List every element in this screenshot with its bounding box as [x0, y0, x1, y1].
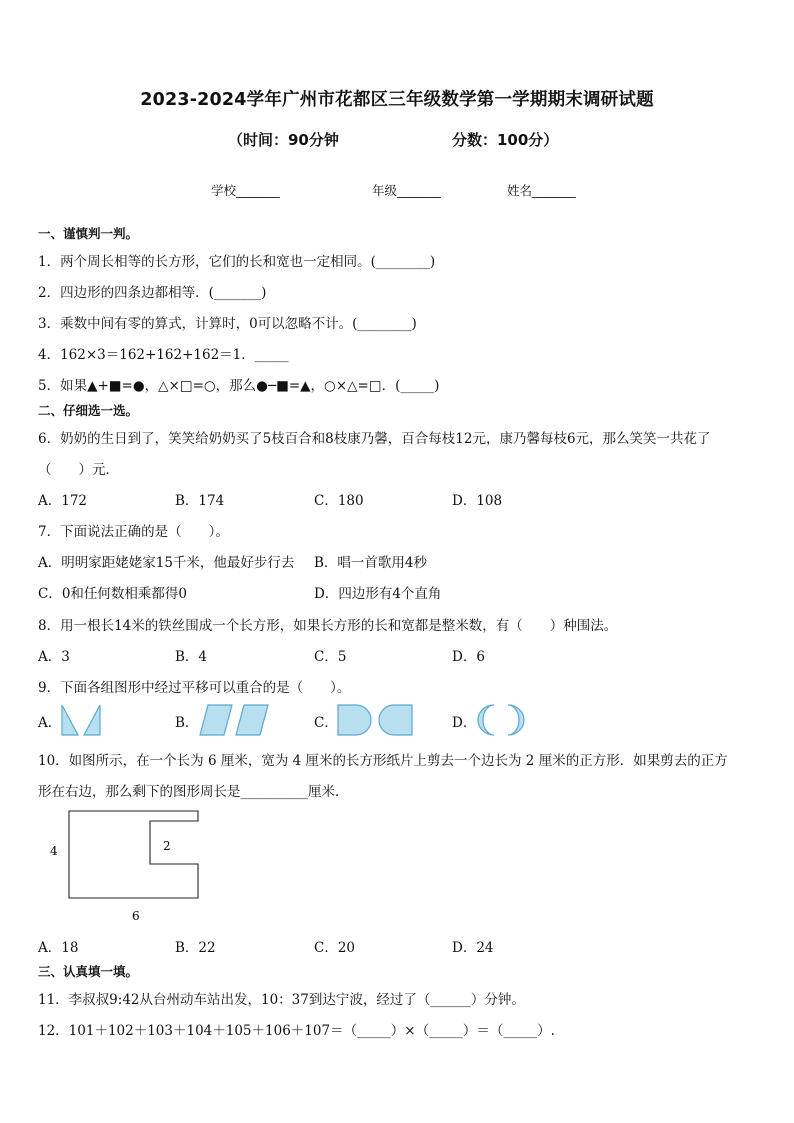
school-field: 学校_______: [211, 183, 280, 198]
q10-option-d: D．24: [452, 940, 494, 956]
q9-option-b: B．: [175, 715, 199, 731]
question-11: 11．李叔叔9:42从台州动车站出发，10：37到达宁波，经过了（______）分钟。: [38, 992, 525, 1008]
q7-option-a: A．明明家距姥姥家15千米，他最好步行去: [38, 555, 295, 571]
question-8: 8．用一根长14米的铁丝围成一个长方形，如果长方形的长和宽都是整米数，有（ ）种围法。: [38, 618, 618, 634]
q10-shape-outline: [69, 811, 198, 898]
q6-option-b: B．174: [175, 493, 225, 509]
question-5: 5．如果▲+■=●，△×□=○，那么●─■=▲，○×△=□．(_____): [38, 378, 440, 394]
q10-label-inner: 2: [163, 839, 171, 853]
q9-shape-b-parallelograms: [198, 703, 270, 737]
question-12: 12．101＋102＋103＋104＋105＋106＋107＝（_____）×（_____）＝（_____）.: [38, 1023, 555, 1039]
q10-option-c: C．20: [314, 940, 356, 956]
q10-label-bottom: 6: [132, 909, 140, 923]
question-6-line-2: （ ）元．: [38, 462, 119, 478]
q8-option-b: B．4: [175, 649, 208, 665]
question-9: 9．下面各组图形中经过平移可以重合的是（ ）。: [38, 680, 351, 696]
q8-option-d: D．6: [452, 649, 485, 665]
q10-figure: [40, 806, 210, 926]
q10-option-a: A．18: [38, 940, 79, 956]
q6-option-a: A．172: [38, 493, 88, 509]
question-10-line-2: 形在右边，那么剩下的图形周长是__________厘米．: [38, 784, 349, 800]
q9-shape-c-half-rounds: [336, 703, 414, 737]
q9-option-d: D．: [452, 715, 477, 731]
question-1: 1．两个周长相等的长方形，它们的长和宽也一定相同。(________): [38, 254, 436, 270]
question-4: 4．162×3＝162+162+162＝1．_____: [38, 347, 289, 363]
q7-option-d: D．四边形有4个直角: [314, 586, 442, 602]
q10-label-left: 4: [50, 844, 58, 858]
q9-shape-d-crescents: [474, 703, 528, 737]
question-3: 3．乘数中间有零的算式，计算时，0可以忽略不计。(________): [38, 316, 417, 332]
question-10-line-1: 10．如图所示，在一个长为 6 厘米，宽为 4 厘米的长方形纸片上剪去一个边长为 2 厘米的正方形．如果剪去的正方: [38, 753, 728, 769]
section-3-heading: 三、认真填一填。: [38, 964, 139, 979]
section-2-heading: 二、仔细选一选。: [38, 403, 139, 418]
page-title: 2023-2024学年广州市花都区三年级数学第一学期期末调研试题: [140, 90, 654, 110]
section-1-heading: 一、谨慎判一判。: [38, 226, 139, 241]
grade-field: 年级_______: [372, 183, 441, 198]
q9-shape-a-triangles: [60, 703, 104, 737]
question-2: 2．四边形的四条边都相等．(_______): [38, 285, 267, 301]
q6-option-c: C．180: [314, 493, 364, 509]
question-7: 7．下面说法正确的是（ ）。: [38, 524, 229, 540]
q7-option-c: C．0和任何数相乘都得0: [38, 586, 188, 602]
q9-option-a: A．: [38, 715, 62, 731]
question-6-line-1: 6．奶奶的生日到了，笑笑给奶奶买了5枝百合和8枝康乃馨，百合每枝12元，康乃馨每枝6元，那么笑笑一共花了: [38, 431, 711, 447]
exam-score: 分数：100分）: [452, 131, 559, 149]
exam-time: （时间：90分钟: [228, 131, 339, 149]
q8-option-a: A．3: [38, 649, 70, 665]
q7-option-b: B．唱一首歌用4秒: [314, 555, 428, 571]
q10-option-b: B．22: [175, 940, 216, 956]
q6-option-d: D．108: [452, 493, 503, 509]
q9-option-c: C．: [314, 715, 338, 731]
q8-option-c: C．5: [314, 649, 347, 665]
name-field: 姓名_______: [507, 183, 576, 198]
